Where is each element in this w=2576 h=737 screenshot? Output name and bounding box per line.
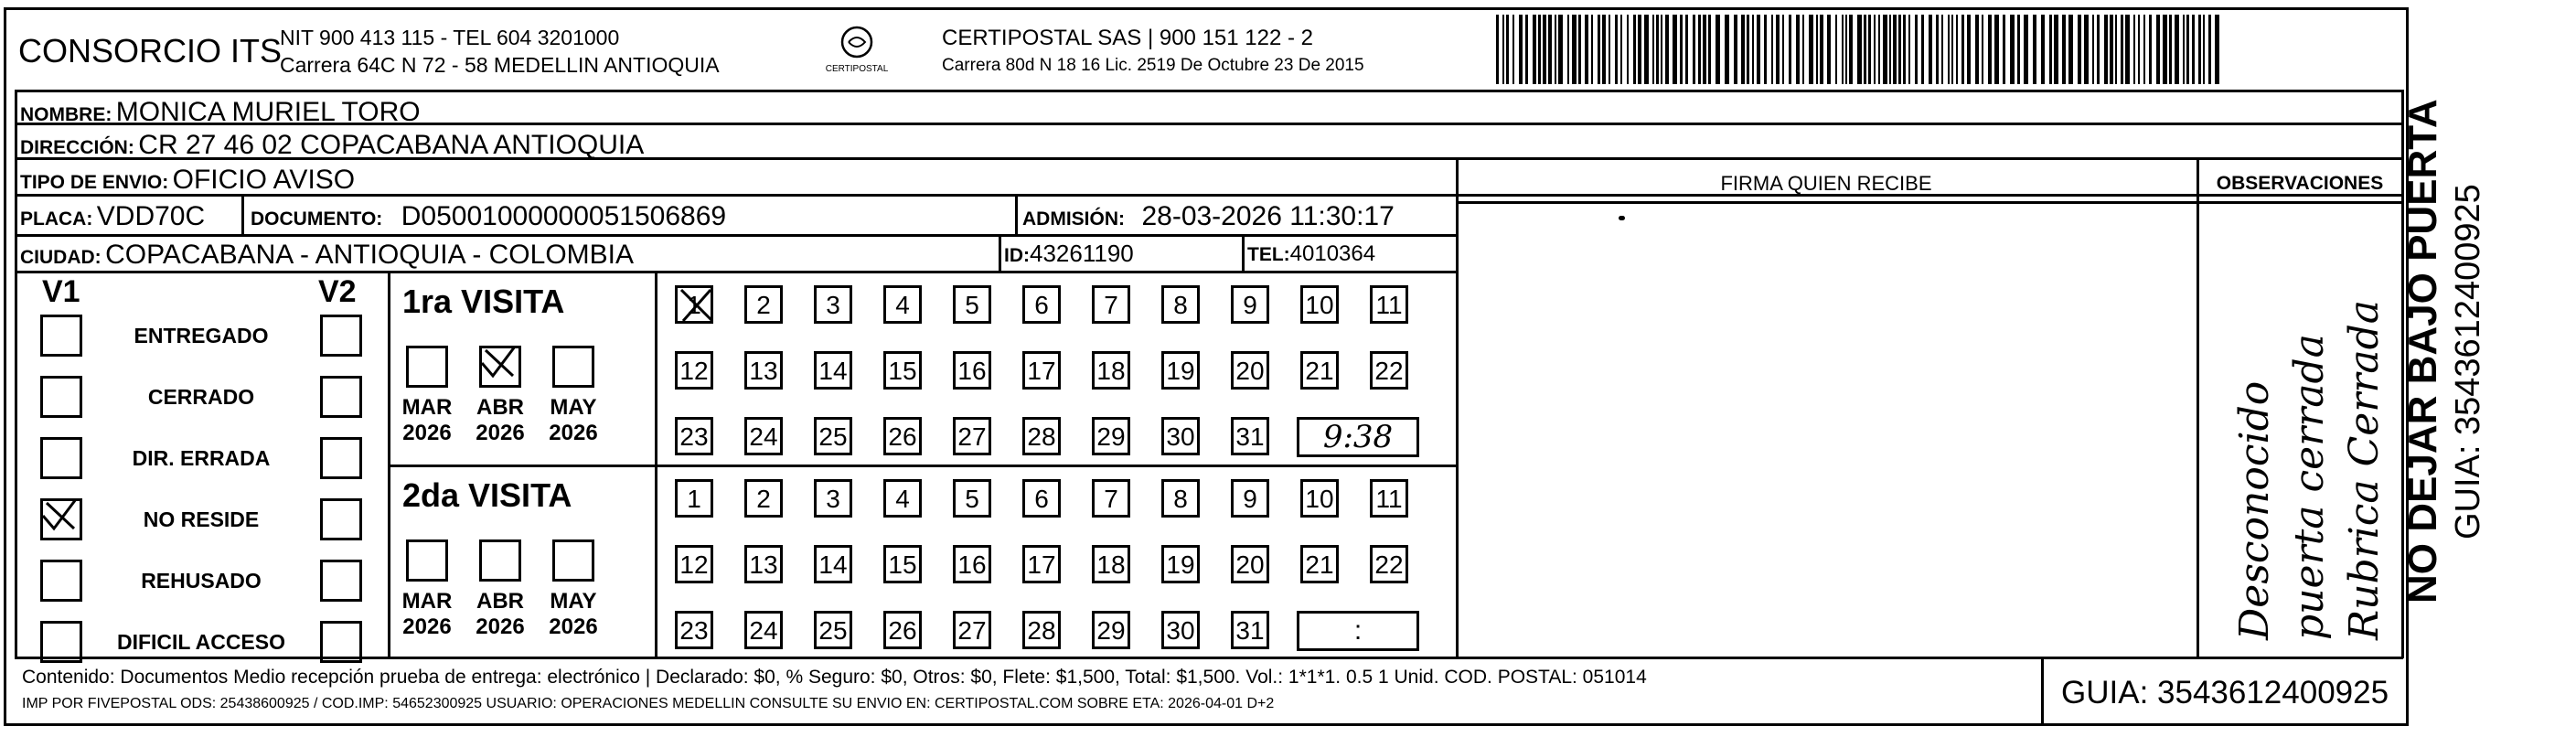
- visit-1-day-5[interactable]: 5: [953, 285, 991, 324]
- id-label: ID:: [1004, 245, 1030, 266]
- visit-2-day-25[interactable]: 25: [814, 611, 852, 649]
- visit-2-month-checkbox-3[interactable]: [552, 539, 594, 582]
- visit-2-day-4[interactable]: 4: [883, 479, 922, 518]
- visit-1-day-14[interactable]: 14: [814, 351, 852, 390]
- visit-1-day-19[interactable]: 19: [1161, 351, 1200, 390]
- visit-2-day-24[interactable]: 24: [744, 611, 783, 649]
- visit-2-year-label-3: 2026: [549, 614, 598, 639]
- visit-2-day-17[interactable]: 17: [1022, 545, 1061, 583]
- visit-1-day-16[interactable]: 16: [953, 351, 991, 390]
- visit-2-month-label-1: MAR: [401, 589, 453, 614]
- visit-1-day-10[interactable]: 10: [1300, 285, 1339, 324]
- footer-content: Contenido: Documentos Medio recepción prueba de entrega: electrónico | Declarado: $0, % Seguro: $0, Otros: $0, Flete: $1,500, Total: $1,500. Vol.: 1*1*1. 0.5 1 Unid. COD. POSTAL: 051014: [22, 667, 1647, 688]
- status-label-4: NO RESIDE: [143, 507, 260, 531]
- visit-1-day-28[interactable]: 28: [1022, 417, 1061, 455]
- handwritten-check-icon: [39, 496, 87, 543]
- visit-title-1: 1ra VISITA: [402, 283, 565, 320]
- visit-1-month-label-1: MAR: [401, 395, 453, 420]
- direccion-value: CR 27 46 02 COPACABANA ANTIOQUIA: [138, 130, 645, 160]
- visit-2-day-22[interactable]: 22: [1370, 545, 1408, 583]
- visit-2-year-label-1: 2026: [402, 614, 452, 639]
- visit-2-day-5[interactable]: 5: [953, 479, 991, 518]
- ciudad-value: COPACABANA - ANTIOQUIA - COLOMBIA: [105, 240, 635, 270]
- svg-text:CERTIPOSTAL: CERTIPOSTAL: [825, 64, 889, 74]
- visit-1-day-9[interactable]: 9: [1231, 285, 1269, 324]
- visit-2-time-field[interactable]: :: [1297, 611, 1419, 651]
- visit-1-day-31[interactable]: 31: [1231, 417, 1269, 455]
- footer-guia: GUIA: 3543612400925: [2061, 675, 2389, 710]
- visit-2-day-18[interactable]: 18: [1092, 545, 1130, 583]
- status-v1-checkbox-6[interactable]: [40, 621, 82, 663]
- visit-2-day-1[interactable]: 1: [675, 479, 713, 518]
- visit-1-day-20[interactable]: 20: [1231, 351, 1269, 390]
- status-label-3: DIR. ERRADA: [132, 446, 271, 470]
- status-v1-checkbox-1[interactable]: [40, 315, 82, 357]
- visit-2-day-12[interactable]: 12: [675, 545, 713, 583]
- tipo-envio-label: TIPO DE ENVIO:: [20, 172, 169, 193]
- status-label-1: ENTREGADO: [134, 324, 269, 347]
- observation-line-3: Rubrica Cerrada: [2341, 299, 2388, 640]
- status-label-5: REHUSADO: [141, 569, 262, 593]
- visit-2-day-30[interactable]: 30: [1161, 611, 1200, 649]
- visit-2-day-10[interactable]: 10: [1300, 479, 1339, 518]
- side-guia: GUIA: 3543612400925: [2449, 184, 2487, 539]
- barcode: [1496, 15, 2228, 84]
- admision-label: ADMISIÓN:: [1022, 208, 1125, 230]
- status-v2-checkbox-1[interactable]: [320, 315, 362, 357]
- courier-address: Carrera 80d N 18 16 Lic. 2519 De Octubre 23 De 2015: [942, 56, 1364, 75]
- visit-title-2: 2da VISITA: [402, 476, 572, 514]
- visit-1-day-18[interactable]: 18: [1092, 351, 1130, 390]
- visit-1-day-12[interactable]: 12: [675, 351, 713, 390]
- visit-2-day-21[interactable]: 21: [1300, 545, 1339, 583]
- visit-2-year-label-2: 2026: [476, 614, 525, 639]
- visit-2-day-13[interactable]: 13: [744, 545, 783, 583]
- visit-1-month-checkbox-3[interactable]: [552, 346, 594, 388]
- observation-line-1: Desconocido: [2231, 380, 2278, 640]
- visit-1-month-label-3: MAY: [550, 395, 597, 420]
- visit-1-day-26[interactable]: 26: [883, 417, 922, 455]
- tel-label: TEL:: [1247, 244, 1290, 265]
- admision-value: 28-03-2026 11:30:17: [1141, 201, 1395, 231]
- visit-1-day-13[interactable]: 13: [744, 351, 783, 390]
- nombre-value: MONICA MURIEL TORO: [115, 97, 421, 127]
- courier-info: CERTIPOSTAL SAS | 900 151 122 - 2: [942, 26, 1313, 50]
- visit-1-year-label-1: 2026: [402, 421, 452, 445]
- visit-1-day-8[interactable]: 8: [1161, 285, 1200, 324]
- visit-2-day-9[interactable]: 9: [1231, 479, 1269, 518]
- visit-2-day-11[interactable]: 11: [1370, 479, 1408, 518]
- visit-1-day-2[interactable]: 2: [744, 285, 783, 324]
- visit-2-day-7[interactable]: 7: [1092, 479, 1130, 518]
- visit-2-day-14[interactable]: 14: [814, 545, 852, 583]
- status-v1-checkbox-4[interactable]: [40, 498, 82, 540]
- visit-1-month-label-2: ABR: [476, 395, 524, 420]
- footer-imp: IMP POR FIVEPOSTAL ODS: 25438600925 / COD.IMP: 54652300925 USUARIO: OPERACIONES MEDELLIN CONSULTE SU ENVIO EN: CERTIPOSTAL.COM SOBRE ETA: 2026-04-01 D+2: [22, 696, 1275, 711]
- v1-header: V1: [42, 274, 80, 309]
- visit-1-year-label-3: 2026: [549, 421, 598, 445]
- direccion-label: DIRECCIÓN:: [20, 137, 134, 158]
- status-v1-checkbox-2[interactable]: [40, 376, 82, 418]
- status-label-2: CERRADO: [147, 385, 255, 409]
- visit-1-day-24[interactable]: 24: [744, 417, 783, 455]
- visit-1-day-30[interactable]: 30: [1161, 417, 1200, 455]
- company-nit: NIT 900 413 115 - TEL 604 3201000: [280, 26, 620, 49]
- company-name: CONSORCIO ITS: [18, 32, 283, 69]
- handwritten-x-icon: [676, 284, 718, 326]
- status-v2-checkbox-2[interactable]: [320, 376, 362, 418]
- status-v2-checkbox-3[interactable]: [320, 437, 362, 479]
- visit-2-day-31[interactable]: 31: [1231, 611, 1269, 649]
- visit-1-day-25[interactable]: 25: [814, 417, 852, 455]
- visit-1-day-15[interactable]: 15: [883, 351, 922, 390]
- visit-1-day-21[interactable]: 21: [1300, 351, 1339, 390]
- visit-2-day-23[interactable]: 23: [675, 611, 713, 649]
- status-v1-checkbox-5[interactable]: [40, 560, 82, 602]
- visit-2-day-26[interactable]: 26: [883, 611, 922, 649]
- visit-2-day-16[interactable]: 16: [953, 545, 991, 583]
- visit-2-day-27[interactable]: 27: [953, 611, 991, 649]
- nombre-label: NOMBRE:: [20, 104, 112, 125]
- visit-1-day-17[interactable]: 17: [1022, 351, 1061, 390]
- ciudad-label: CIUDAD:: [20, 247, 102, 268]
- visit-2-day-19[interactable]: 19: [1161, 545, 1200, 583]
- visit-1-day-23[interactable]: 23: [675, 417, 713, 455]
- visit-1-year-label-2: 2026: [476, 421, 525, 445]
- status-v2-checkbox-6[interactable]: [320, 621, 362, 663]
- visit-1-time-field[interactable]: 9:38: [1297, 417, 1419, 457]
- visit-1-day-3[interactable]: 3: [814, 285, 852, 324]
- signature-mark: [1619, 216, 1625, 220]
- visit-2-month-label-2: ABR: [476, 589, 524, 614]
- status-v1-checkbox-3[interactable]: [40, 437, 82, 479]
- firma-label: FIRMA QUIEN RECIBE: [1720, 172, 1932, 195]
- visit-2-day-3[interactable]: 3: [814, 479, 852, 518]
- visit-1-day-27[interactable]: 27: [953, 417, 991, 455]
- visit-2-day-29[interactable]: 29: [1092, 611, 1130, 649]
- status-v2-checkbox-5[interactable]: [320, 560, 362, 602]
- status-v2-checkbox-4[interactable]: [320, 498, 362, 540]
- tipo-envio-value: OFICIO AVISO: [172, 165, 356, 195]
- visit-1-day-22[interactable]: 22: [1370, 351, 1408, 390]
- visit-1-day-6[interactable]: 6: [1022, 285, 1061, 324]
- status-label-6: DIFICIL ACCESO: [116, 630, 285, 654]
- side-warning: NO DEJAR BAJO PUERTA: [2400, 99, 2445, 603]
- tel-value: 4010364: [1289, 241, 1376, 266]
- v2-header: V2: [318, 274, 357, 309]
- id-value: 43261190: [1030, 240, 1134, 267]
- observaciones-label: OBSERVACIONES: [2216, 173, 2384, 194]
- visit-2-day-8[interactable]: 8: [1161, 479, 1200, 518]
- visit-1-day-11[interactable]: 11: [1370, 285, 1408, 324]
- visit-2-month-label-3: MAY: [550, 589, 597, 614]
- visit-2-day-20[interactable]: 20: [1231, 545, 1269, 583]
- placa-value: VDD70C: [96, 201, 206, 231]
- visit-2-day-6[interactable]: 6: [1022, 479, 1061, 518]
- visit-1-day-1[interactable]: 1: [675, 285, 713, 324]
- certipostal-logo: [816, 24, 898, 79]
- visit-1-day-29[interactable]: 29: [1092, 417, 1130, 455]
- visit-2-day-15[interactable]: 15: [883, 545, 922, 583]
- visit-1-month-checkbox-1[interactable]: [406, 346, 448, 388]
- visit-2-day-2[interactable]: 2: [744, 479, 783, 518]
- handwritten-check-icon: [478, 343, 526, 390]
- visit-2-month-checkbox-1[interactable]: [406, 539, 448, 582]
- visit-1-day-7[interactable]: 7: [1092, 285, 1130, 324]
- company-address: Carrera 64C N 72 - 58 MEDELLIN ANTIOQUIA: [280, 53, 720, 77]
- visit-2-month-checkbox-2[interactable]: [479, 539, 521, 582]
- visit-1-day-4[interactable]: 4: [883, 285, 922, 324]
- documento-value: D05001000000051506869: [401, 201, 727, 231]
- documento-label: DOCUMENTO:: [251, 208, 383, 230]
- visit-1-month-checkbox-2[interactable]: [479, 346, 521, 388]
- observation-line-2: puerta cerrada: [2286, 334, 2333, 640]
- placa-label: PLACA:: [20, 208, 93, 230]
- visit-2-day-28[interactable]: 28: [1022, 611, 1061, 649]
